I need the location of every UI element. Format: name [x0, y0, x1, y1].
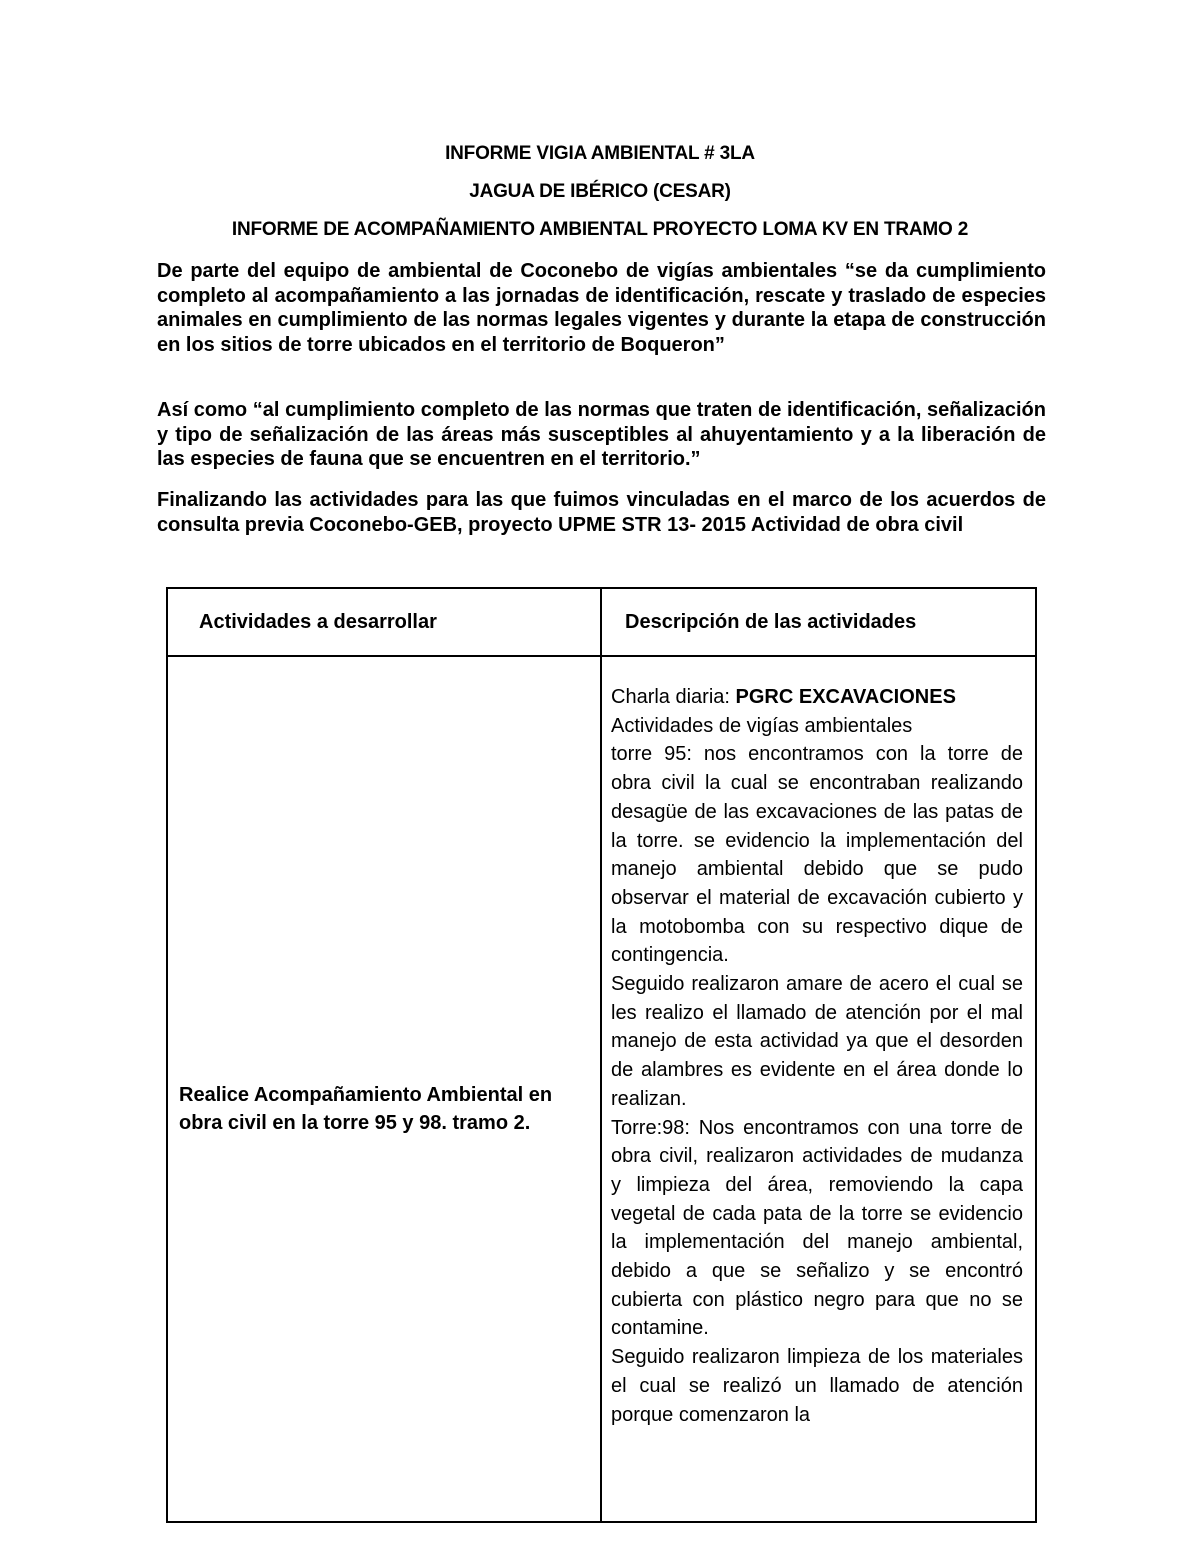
- activities-paragraph: Finalizando las actividades para las que fuimos vinculadas en el marco de los acuerdos de consulta previa Coconebo-GEB, proyecto UPME STR 13- 2015 Actividad de obra civil: [157, 489, 1046, 536]
- description-text: [611, 683, 1023, 1429]
- charla-topic: PGRC EXCAVACIONES: [735, 686, 956, 708]
- description-line: Actividades de vigías ambientales: [611, 714, 913, 737]
- compliance-paragraph: Así como “al cumplimiento completo de las normas que traten de identificación, señalización y tipo de señalización de las áreas más susceptibles al ahuyentamiento y a la liberación de las especies de fauna que se encuentren en el territorio.”: [157, 399, 1046, 470]
- column-header-description: Descripción de las actividades: [601, 588, 1036, 656]
- report-title: INFORME VIGIA AMBIENTAL # 3LA: [445, 143, 755, 164]
- description-line: Seguido realizaron amare de acero el cual se les realizo el llamado de atención por el mal manejo de esta actividad ya que el desorden de alambres es evidente en el área donde lo realizan.: [611, 973, 1023, 1110]
- activities-table: [166, 587, 1037, 1523]
- intro-paragraph: De parte del equipo de ambiental de Coconebo de vigías ambientales “se da cumplimiento completo al acompañamiento a las jornadas de identificación, rescate y traslado de especies animales en cumplimiento de las normas legales vigentes y durante la etapa de construcción en los sitios de torre ubicados en el territorio de Boqueron”: [157, 260, 1046, 356]
- description-cell: [601, 656, 1036, 1522]
- activity-text: Realice Acompañamiento Ambiental en obra civil en la torre 95 y 98. tramo 2.: [179, 1083, 553, 1134]
- charla-line: [611, 683, 1023, 712]
- report-subtitle: INFORME DE ACOMPAÑAMIENTO AMBIENTAL PROYECTO LOMA KV EN TRAMO 2: [231, 219, 969, 240]
- activity-cell: [167, 656, 601, 1522]
- table-header-row: [167, 588, 1036, 656]
- description-line: Torre:98: Nos encontramos con una torre de obra civil, realizaron actividades de mudanza y limpieza del área, removiendo la capa vegetal de cada pata de la torre se evidencio la implementación del manejo ambiental, debido a que se señalizo y se encontró cubierta con plástico negro para que no se contamine.: [611, 1116, 1023, 1340]
- description-line: torre 95: nos encontramos con la torre de obra civil la cual se encontraban realizando desagüe de las excavaciones de las patas de la torre. se evidencio la implementación del manejo ambiental debido que se pudo observar el material de excavación cubierto y la motobomba con su respectivo dique de contingencia.: [611, 743, 1023, 967]
- description-line: Seguido realizaron limpieza de los materiales el cual se realizó un llamado de atención porque comenzaron la: [611, 1346, 1023, 1426]
- column-header-activities: Actividades a desarrollar: [167, 588, 601, 656]
- charla-label: Charla diaria:: [611, 686, 736, 708]
- table-row: [167, 656, 1036, 1522]
- report-location: JAGUA DE IBÉRICO (CESAR): [469, 181, 731, 202]
